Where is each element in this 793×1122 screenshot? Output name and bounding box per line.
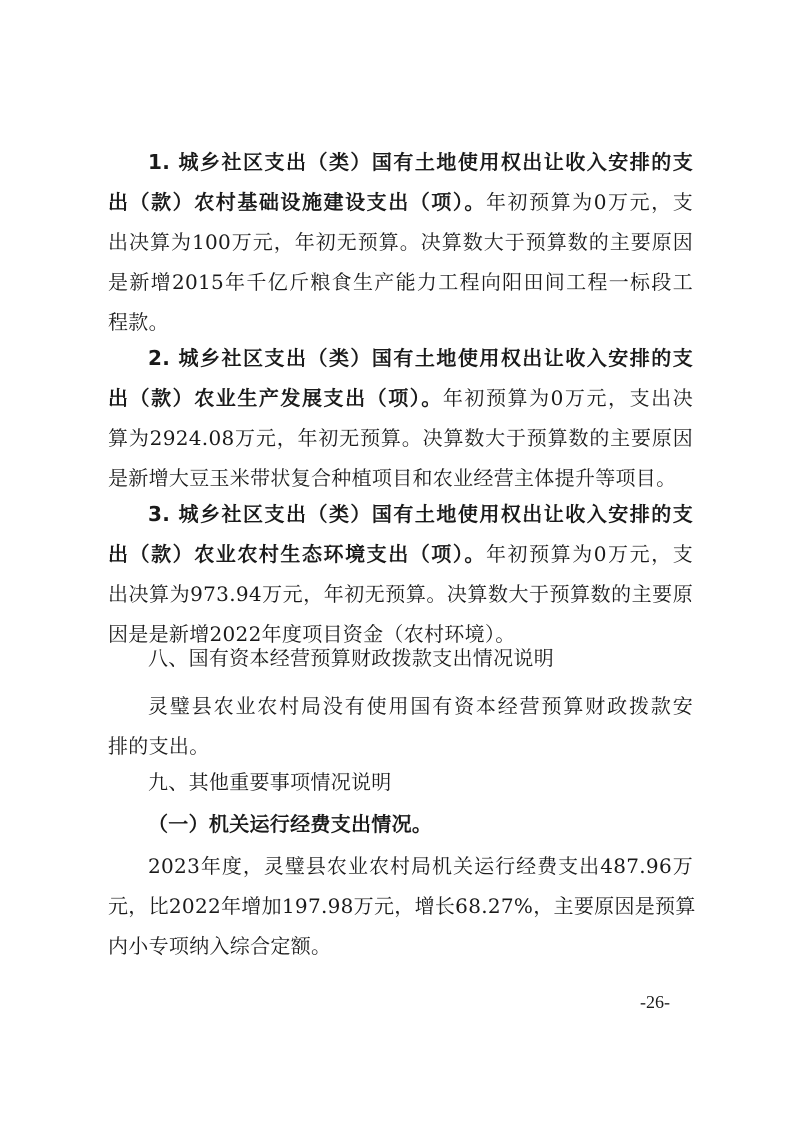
item-2-title-line-1: 2. 城乡社区支出（类）国有土地使用权出让收入安排的支 (148, 346, 693, 370)
page-number: -26- (640, 992, 670, 1012)
item-1-body-line-3: 程款。 (108, 310, 169, 334)
item-1-line-2 (108, 182, 693, 222)
section-9-line-3: 内小专项纳入综合定额。 (108, 934, 332, 958)
item-2-line-2-text: 年初预算为0万元，支出决 (442, 386, 693, 410)
item-2-title-line-2: 出（款）农业生产发展支出（项）。 (108, 386, 443, 410)
item-1-body-line-1: 出决算为100万元，年初无预算。决算数大于预算数的主要原因 (108, 230, 693, 254)
item-3-title-line-2: 出（款）农业农村生态环境支出（项）。 (108, 542, 486, 566)
item-2-body-line-2: 是新增大豆玉米带状复合种植项目和农业经营主体提升等项目。 (108, 466, 677, 490)
item-3-line-2-text: 年初预算为0万元，支 (485, 542, 693, 566)
section-9-subheading: （一）机关运行经费支出情况。 (148, 812, 433, 836)
item-3-title-line-1: 3. 城乡社区支出（类）国有土地使用权出让收入安排的支 (148, 502, 693, 526)
item-2-line-2 (108, 378, 693, 418)
section-9-heading: 九、其他重要事项情况说明 (148, 770, 392, 794)
item-3-body-line-1: 出决算为973.94万元，年初无预算。决算数大于预算数的主要原 (108, 582, 693, 606)
section-8-heading: 八、国有资本经营预算财政拨款支出情况说明 (148, 646, 554, 670)
item-1-title-line-2: 出（款）农村基础设施建设支出（项）。 (108, 190, 486, 214)
item-1-title-line-1: 1. 城乡社区支出（类）国有土地使用权出让收入安排的支 (148, 150, 693, 174)
item-3-body-line-2: 因是是新增2022年度项目资金（农村环境）。 (108, 622, 516, 646)
section-9-line-2: 元，比2022年增加197.98万元，增长68.27%，主要原因是预算 (108, 894, 696, 918)
section-8-line-1: 灵璧县农业农村局没有使用国有资本经营预算财政拨款安 (148, 694, 693, 718)
item-3-line-2 (108, 534, 693, 574)
section-8-line-2: 排的支出。 (108, 734, 210, 758)
item-2-body-line-1: 算为2924.08万元，年初无预算。决算数大于预算数的主要原因 (108, 426, 693, 450)
section-9-line-1: 2023年度，灵璧县农业农村局机关运行经费支出487.96万 (148, 854, 693, 878)
item-1-line-2-text: 年初预算为0万元，支 (485, 190, 693, 214)
item-1-body-line-2: 是新增2015年千亿斤粮食生产能力工程向阳田间工程一标段工 (108, 270, 693, 294)
